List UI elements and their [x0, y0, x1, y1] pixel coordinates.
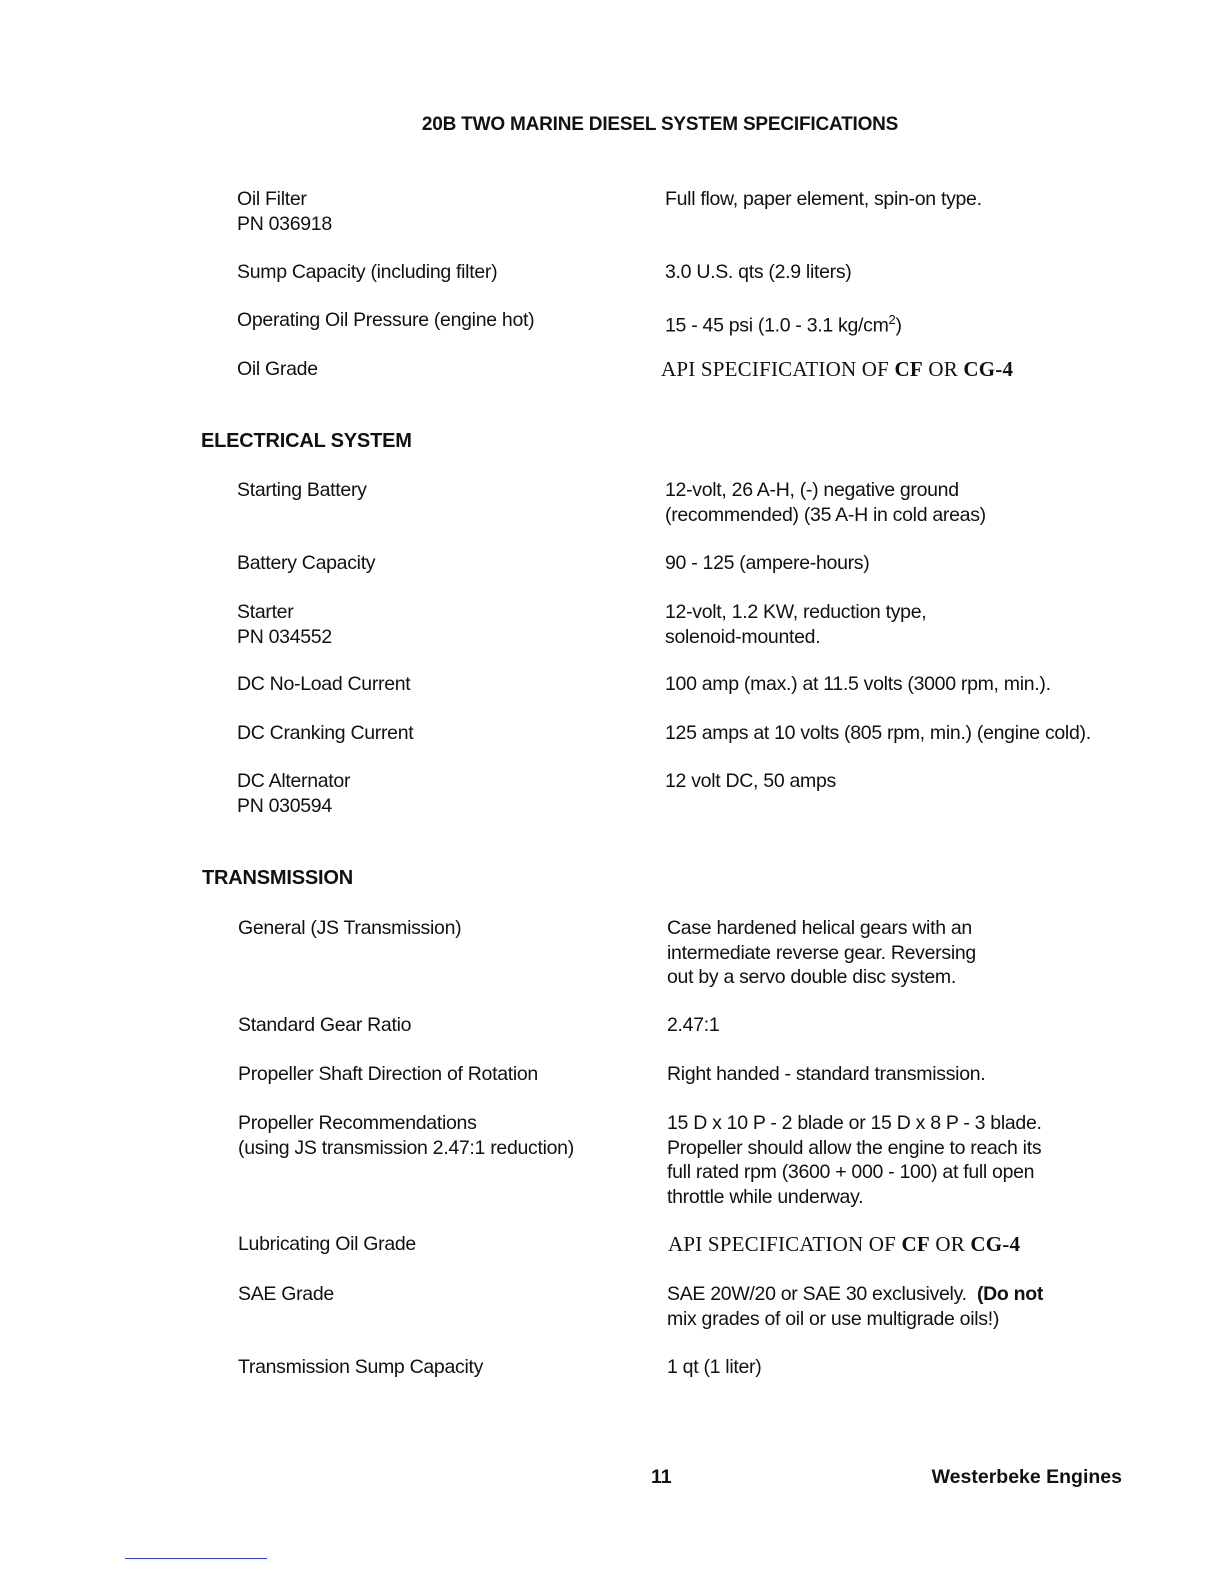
spec-label: DC Alternator — [237, 770, 351, 792]
spec-value: Case hardened helical gears with an — [667, 917, 972, 939]
spec-label: SAE Grade — [238, 1283, 334, 1305]
spec-label: Operating Oil Pressure (engine hot) — [237, 309, 535, 331]
section-heading-transmission: TRANSMISSION — [202, 867, 353, 889]
spec-label: DC Cranking Current — [237, 722, 414, 744]
spec-label-line2: (using JS transmission 2.47:1 reduction) — [238, 1136, 574, 1159]
section-heading-electrical: ELECTRICAL SYSTEM — [201, 430, 412, 452]
spec-value-line3: full rated rpm (3600 + 000 - 100) at full open — [667, 1161, 1035, 1183]
spec-value: Right handed - standard transmission. — [667, 1063, 986, 1085]
spec-value: SAE 20W/20 or SAE 30 exclusively. (Do not — [667, 1283, 1044, 1305]
spec-value: 100 amp (max.) at 11.5 volts (3000 rpm, min.). — [665, 673, 1051, 695]
spec-value: 12-volt, 1.2 KW, reduction type, — [665, 601, 927, 623]
spec-value-line2: (recommended) (35 A-H in cold areas) — [665, 503, 986, 526]
spec-label: DC No-Load Current — [237, 673, 411, 695]
spec-value: 15 - 45 psi (1.0 - 3.1 $kg/cm^2$) — [665, 312, 902, 337]
page-title: 20B TWO MARINE DIESEL SYSTEM SPECIFICATIONS — [421, 114, 899, 135]
spec-label-pn: PN 030594 — [237, 794, 332, 817]
spec-value-line2: intermediate reverse gear. Reversing — [667, 941, 976, 964]
spec-value: 3.0 U.S. qts (2.9 liters) — [665, 261, 852, 283]
spec-label: Battery Capacity — [237, 552, 376, 574]
spec-label-pn: PN 036918 — [237, 212, 332, 235]
spec-value: 2.47:1 — [667, 1014, 720, 1036]
spec-label: Lubricating Oil Grade — [238, 1233, 416, 1255]
spec-value: Full flow, paper element, spin-on type. — [665, 188, 982, 210]
footer-rule — [125, 1558, 267, 1559]
spec-label: Standard Gear Ratio — [238, 1014, 412, 1036]
spec-label-pn: PN 034552 — [237, 625, 332, 648]
spec-value-line2: mix grades of oil or use multigrade oils!) — [667, 1307, 1000, 1330]
page-number: 11 — [651, 1466, 672, 1488]
spec-label: General (JS Transmission) — [238, 917, 462, 939]
spec-label: Starter — [237, 601, 294, 623]
spec-value: 12 volt DC, 50 amps — [665, 770, 836, 792]
spec-label: Transmission Sump Capacity — [238, 1356, 484, 1378]
spec-label: Oil Grade — [237, 358, 318, 380]
spec-value: 125 amps at 10 volts (805 rpm, min.) (engine cold). — [665, 722, 1091, 744]
spec-value: 90 - 125 (ampere-hours) — [665, 552, 870, 574]
spec-value-line4: throttle while underway. — [667, 1185, 864, 1208]
spec-value: 15 D x 10 P - 2 blade or 15 D x 8 P - 3 blade. — [667, 1112, 1042, 1134]
spec-label: Propeller Shaft Direction of Rotation — [238, 1063, 538, 1085]
spec-value: 12-volt, 26 A-H, (-) negative ground — [665, 479, 959, 501]
spec-label: Starting Battery — [237, 479, 367, 501]
spec-value: 1 qt (1 liter) — [667, 1356, 762, 1378]
spec-label: Oil Filter — [237, 188, 307, 210]
spec-value-line2: Propeller should allow the engine to reach its — [667, 1136, 1042, 1159]
spec-value-line2: solenoid-mounted. — [665, 625, 821, 648]
superscript: 2 — [888, 312, 896, 327]
spec-label: Sump Capacity (including filter) — [237, 261, 498, 283]
spec-value: API SPECIFICATION OF CF OR CG-4 — [661, 357, 1014, 381]
spec-value: API SPECIFICATION OF CF OR CG-4 — [668, 1232, 1021, 1256]
spec-value-line3: out by a servo double disc system. — [667, 966, 956, 988]
spec-label: Propeller Recommendations — [238, 1112, 477, 1134]
footer-brand: Westerbeke Engines — [931, 1466, 1122, 1488]
